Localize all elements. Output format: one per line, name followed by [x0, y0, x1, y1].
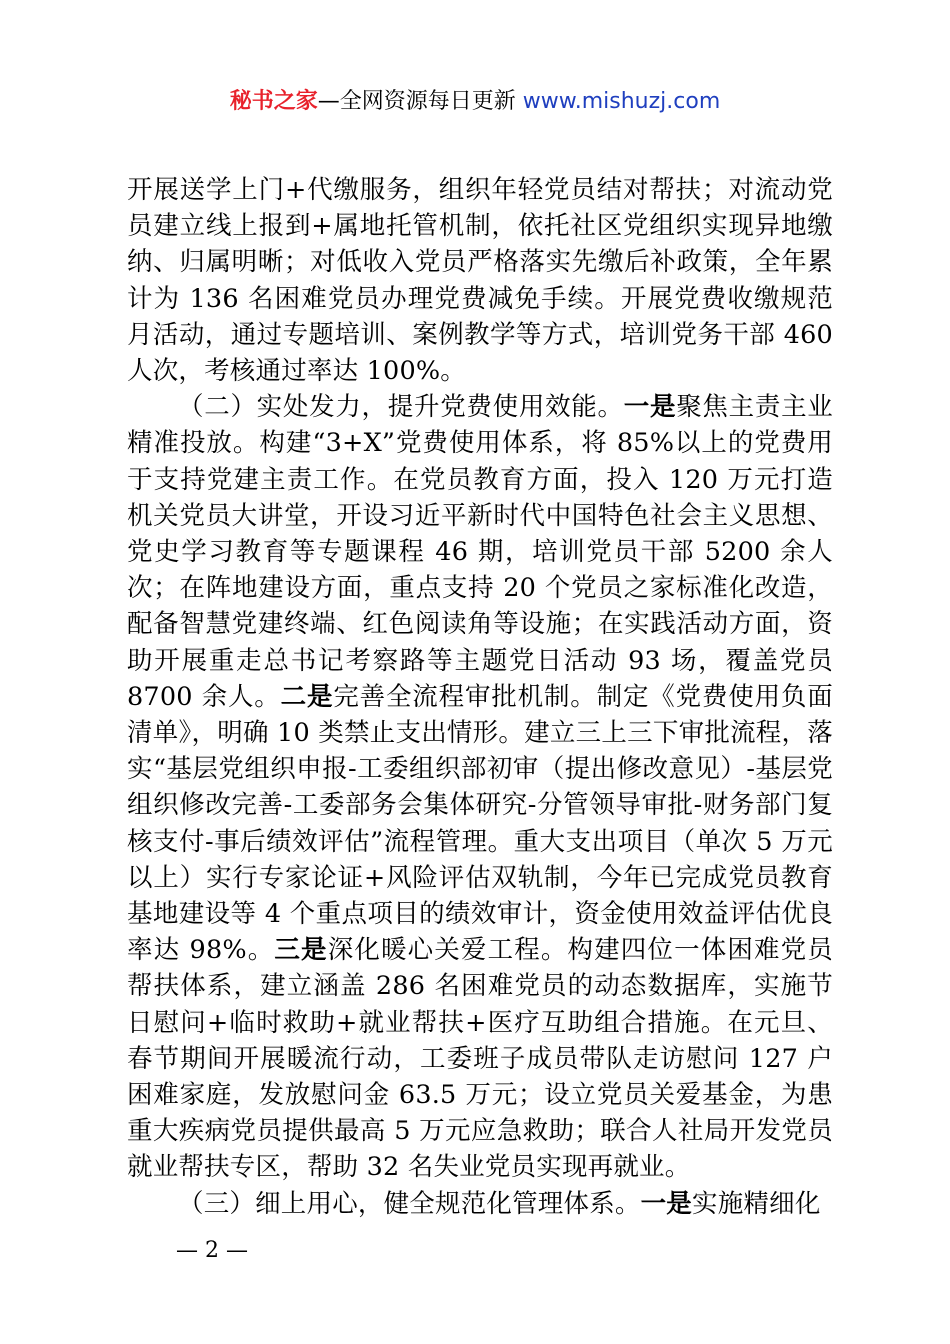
header-brand: 秘书之家: [229, 89, 318, 114]
section-3-point-1-text: 实施精细化: [692, 1188, 821, 1219]
point-3-text: 深化暖心关爱工程。构建四位一体困难党员帮扶体系，建立涵盖 286 名困难党员的动态数据库，实施节日慰问+临时救助+就业帮扶+医疗互助组合措施。在元旦、春节期间开展暖流行动，工委班子成员带队走访慰问 127 户困难家庭，发放慰问金 63.5 万元；设立党员关爱基金，为患重大疾病党员提供最高 5 万元应急救助；联合人社局开发党员就业帮扶专区，帮助 32 名失业党员实现再就业。: [127, 935, 833, 1183]
site-header: [0, 84, 950, 120]
section-2-heading: （二）实处发力，提升党费使用效能。: [178, 392, 624, 423]
section-3-heading: （三）细上用心，健全规范化管理体系。: [178, 1188, 641, 1219]
point-2-text: 完善全流程审批机制。制定《党费使用负面清单》，明确 10 类禁止支出情形。建立三上三下审批流程，落实“基层党组织申报-工委组织部初审（提出修改意见）-基层党组织修改完善-工委部务会集体研究-分管领导审批-财务部门复核支付-事后绩效评估”流程管理。重大支出项目（单次 5 万元以上）实行专家论证+风险评估双轨制，今年已完成党员教育基地建设等 4 个重点项目的绩效审计，资金使用效益评估优良率达 98%。: [127, 681, 833, 966]
point-3-label: 三是: [274, 935, 328, 966]
document-body: [127, 172, 833, 1222]
paragraph-3: [127, 1186, 833, 1222]
section-3-point-1-label: 一是: [640, 1188, 693, 1219]
point-1-text: 聚焦主责主业精准投放。构建“3+X”党费使用体系，将 85%以上的党费用于支持党建主责工作。在党员教育方面，投入 120 万元打造机关党员大讲堂，开设习近平新时代中国特色社会主义思想、党史学习教育等专题课程 46 期，培训党员干部 5200 余人次；在阵地建设方面，重点支持 20 个党员之家标准化改造，配备智慧党建终端、红色阅读角等设施；在实践活动方面，资助开展重走总书记考察路等主题党日活动 93 场，覆盖党员 8700 余人。: [127, 392, 834, 712]
page-number: — 2 —: [176, 1238, 248, 1263]
point-2-label: 二是: [280, 681, 334, 712]
point-1-label: 一是: [623, 392, 677, 423]
paragraph-1: 开展送学上门+代缴服务，组织年轻党员结对帮扶；对流动党员建立线上报到+属地托管机制，依托社区党组织实现异地缴纳、归属明晰；对低收入党员严格落实先缴后补政策，全年累计为 136 名困难党员办理党费减免手续。开展党费收缴规范月活动，通过专题培训、案例教学等方式，培训党务干部 460 人次，考核通过率达 100%。: [127, 175, 833, 387]
header-slogan: —全网资源每日更新: [317, 89, 516, 114]
paragraph-2: [127, 389, 833, 1185]
header-url-link[interactable]: www.mishuzj.com: [522, 89, 721, 114]
